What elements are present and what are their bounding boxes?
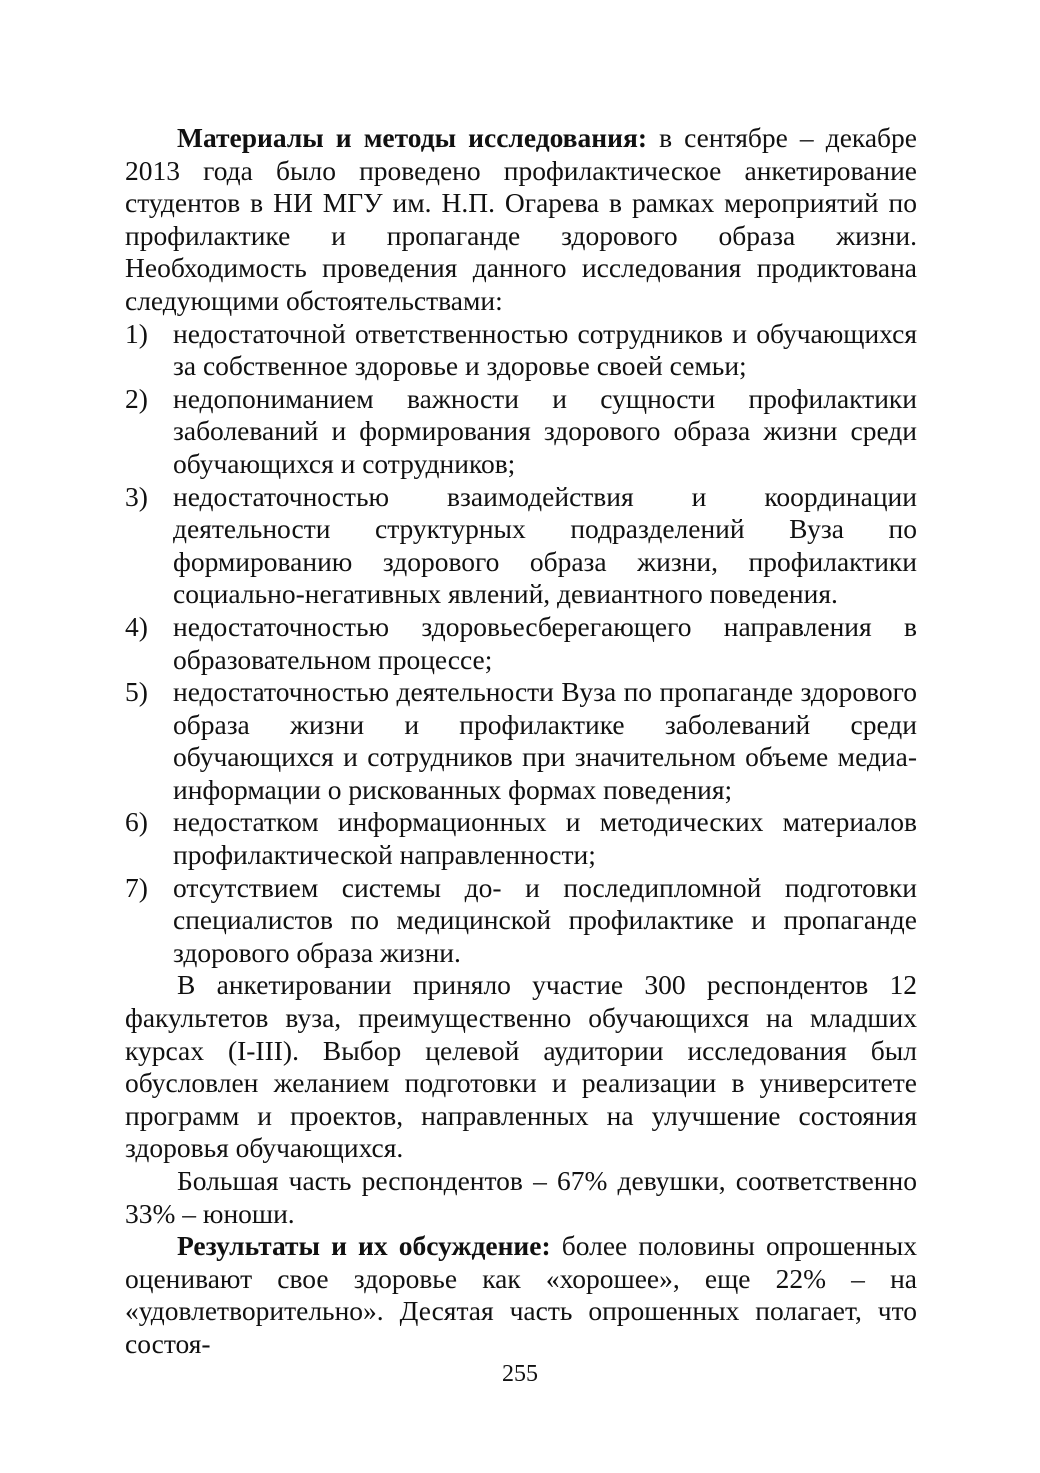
- results-paragraph: [125, 1230, 917, 1360]
- methods-heading: Материалы и методы исследования:: [177, 122, 648, 153]
- list-item: [125, 806, 917, 871]
- causes-list: [125, 318, 917, 970]
- list-item-text: отсутствием системы до- и последипломной подготовки специалистов по медицинской профилактике и пропаганде здорового образа жизни.: [173, 871, 917, 968]
- methods-paragraph: [125, 122, 917, 318]
- list-item-number: 5): [125, 676, 148, 708]
- list-item-number: 1): [125, 317, 148, 349]
- page-number: 255: [502, 1361, 538, 1387]
- methods-text: в сентябре – декабре 2013 года было проведено профилактическое анкетирование студентов в НИ МГУ им. Н.П. Огарева в рамках мероприятий по профилактике и пропаганде здорового образа жизни. Необходимость проведения данного исследования продиктована следующими обстоятельствами:: [125, 122, 917, 316]
- list-item-text: недостаточностью здоровьесберегающего направления в образовательном процессе;: [173, 610, 917, 675]
- gender-paragraph: Большая часть респондентов – 67% девушки, соответственно 33% – юноши.: [125, 1165, 917, 1229]
- list-item-number: 4): [125, 610, 148, 642]
- page-body: [125, 122, 917, 1361]
- list-item: [125, 611, 917, 676]
- list-item-text: недостатком информационных и методических материалов профилактической направленности;: [173, 806, 917, 871]
- list-item-text: недостаточностью деятельности Вуза по пропаганде здорового образа жизни и профилактике заболеваний среди обучающихся и сотрудников при значительном объеме медиа-информации о рискованных формах поведения;: [173, 676, 917, 805]
- list-item-text: недостаточной ответственностью сотрудников и обучающихся за собственное здоровье и здоровье своей семьи;: [173, 317, 917, 382]
- list-item-number: 7): [125, 871, 148, 903]
- survey-paragraph: В анкетировании приняло участие 300 респондентов 12 факультетов вуза, преимущественно обучающихся на младших курсах (I-III). Выбор целевой аудитории исследования был обусловлен желанием подготовки и реализации в университете программ и проектов, направленных на улучшение состояния здоровья обучающихся.: [125, 969, 917, 1164]
- results-text: более половины опрошенных оценивают свое здоровье как «хорошее», еще 22% – на «удовлетворительно». Десятая часть опрошенных полагает, что состоя-: [125, 1230, 917, 1359]
- list-item: [125, 872, 917, 970]
- list-item: [125, 383, 917, 481]
- list-item-number: 6): [125, 806, 148, 838]
- list-item-number: 3): [125, 480, 148, 512]
- list-item-text: недопониманием важности и сущности профилактики заболеваний и формирования здорового образа жизни среди обучающихся и сотрудников;: [173, 382, 917, 479]
- list-item-text: недостаточностью взаимодействия и координации деятельности структурных подразделений Вуза по формированию здорового образа жизни, профилактики социально-негативных явлений, девиантного поведения.: [173, 480, 917, 610]
- list-item: [125, 318, 917, 383]
- results-heading: Результаты и их обсуждение:: [177, 1230, 551, 1262]
- list-item-number: 2): [125, 382, 148, 414]
- list-item: [125, 481, 917, 611]
- list-item: [125, 676, 917, 806]
